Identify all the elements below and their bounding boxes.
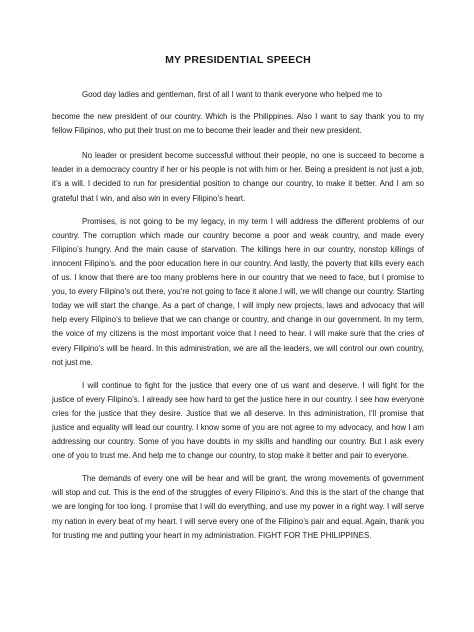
paragraph-5: The demands of every one will be hear and will be grant, the wrong movements of government will stop and cut. This is the end of the struggles of every Filipino’s. And this is the start of the change that we are longing for too long. I promise that I will do everything, and use my power in a right way. I will serve my nation in every beat of my heart. I will serve every one of the Filipino’s pair and equal. Again, thank you for trusting me and putting your heart in my administration. FIGHT FOR THE PHILIPPINES. [52,474,424,540]
paragraph-1-opening: Good day ladies and gentleman, first of all I want to thank everyone who helped me to [82,90,383,99]
paragraph-4: I will continue to fight for the justice that every one of us want and deserve. I will fight for the justice of every Filipino’s. I already see how hard to get the justice here in our country. I see how everyone cries for the justice that they desire. Justice that we all deserve. In this administration, I’ll promise that justice and equality will lead our country. I know some of you are not agree to my advocacy, and how I am addressing our country. Some of you have doubts in my skills and handling our country. But I ask every one of you to trust me. And help me to change our country, to stop make it better and pair to everyone. [52,380,424,461]
paragraph-3: Promises, is not going to be my legacy, in my term I will address the different problems of our country. The corruption which made our country become a poor and weak country, and made every Filipino’s hungry. And the main cause of starvation. The killings here in our country, nonstop killings of innocent Filipino’s. and the poor education here in our country. And lastly, the poverty that kills every each of us. I know that there are too many problems here in our country that we need to face, but I promise to you, to every Filipino’s out there, you’re not going to face it alone.I will, we will change our country. Starting today we will start the change. As a part of change, I will imply new projects, laws and advocacy that will help every Filipino’s to believe that we can change or country, and change in our government. In my term, the voice of my citizens is the most important voice that I need to hear. I will make sure that the cries of every Filipino’s will be heard. In this administration, we are all the leaders, we will control our own country, not just me. [52,216,424,367]
paragraph-1-continued: become the new president of our country. Which is the Philippines. Also I want to say thank you to my fellow Filipinos, who put their trust on me to become their leader and their new president. [52,112,424,136]
paragraph-2: No leader or president become successful without their people, no one is succeed to become a leader in a democracy country if her or his people is not with him or her. Being a president is not just a job, it’s a will. I decided to run for presidential position to change our country, to make it better. And I am so grateful that I win, and also win in every Filipino’s heart. [52,151,424,203]
page-title: MY PRESIDENTIAL SPEECH [165,54,311,66]
